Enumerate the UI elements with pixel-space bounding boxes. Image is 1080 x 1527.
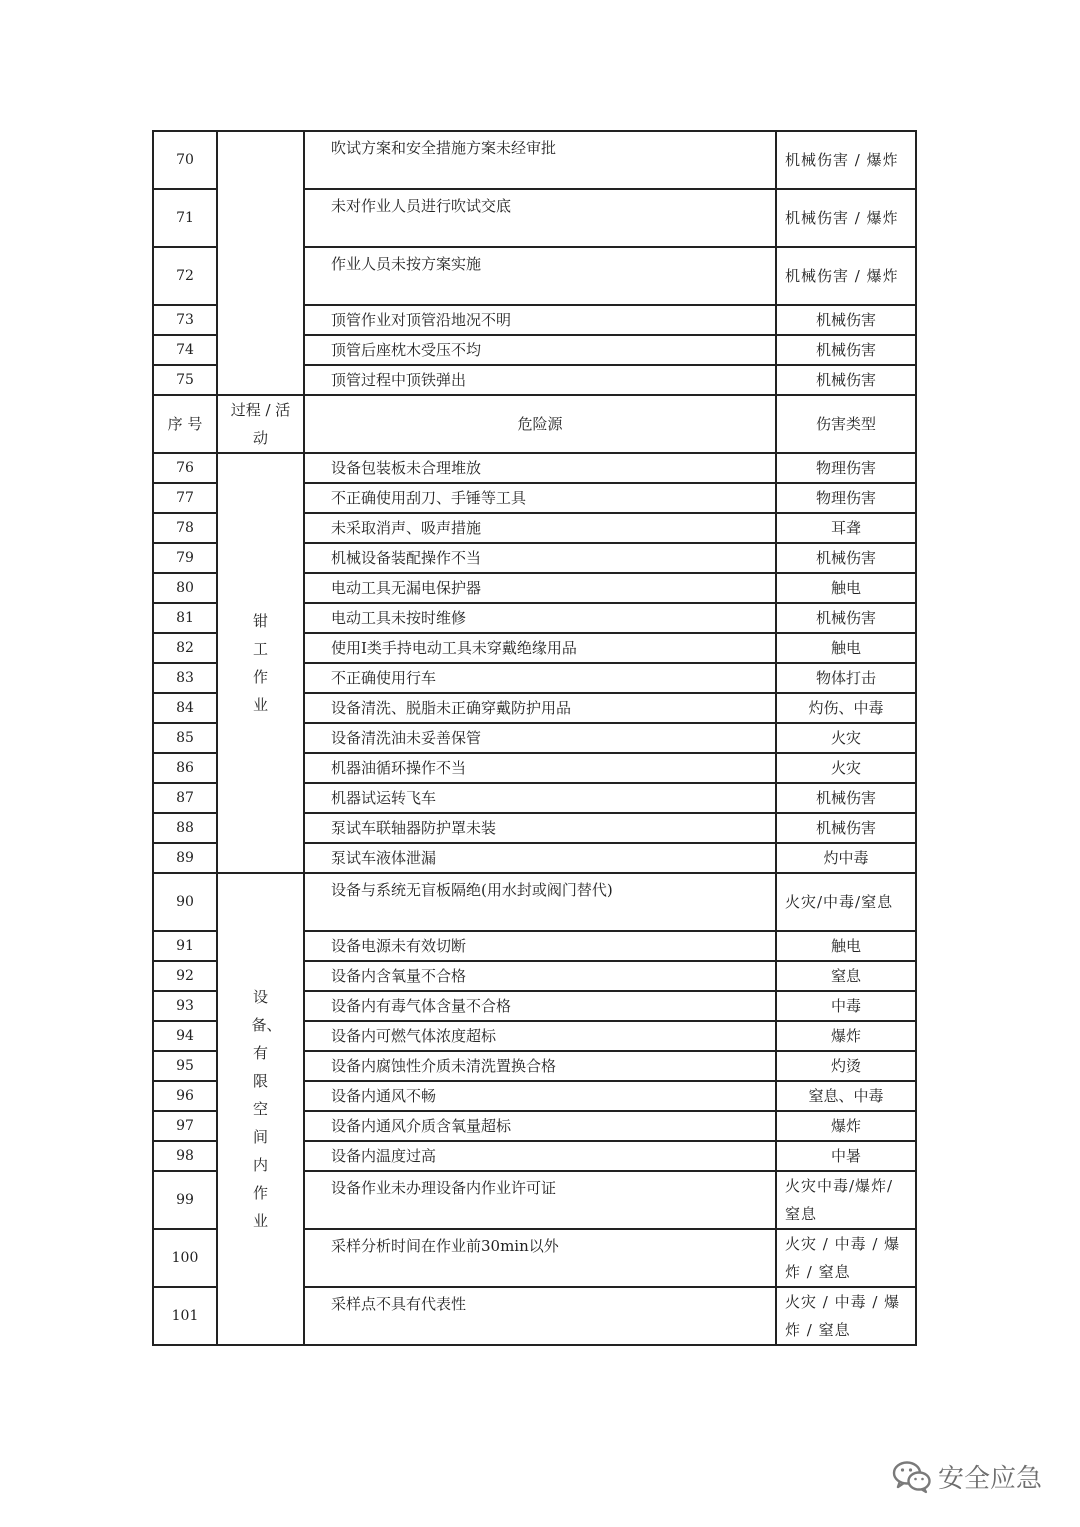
harm-type-cell: 机械伤害 <box>776 603 916 633</box>
hazard-cell: 设备与系统无盲板隔绝(用水封或阀门替代) <box>304 873 776 931</box>
row-number: 75 <box>153 365 217 395</box>
watermark <box>892 1458 1042 1495</box>
harm-type-cell: 火灾 <box>776 723 916 753</box>
harm-type-cell: 机械伤害 <box>776 335 916 365</box>
row-number: 88 <box>153 813 217 843</box>
harm-type-cell: 触电 <box>776 633 916 663</box>
harm-type-cell: 火灾 / 中毒 / 爆炸 / 窒息 <box>776 1287 916 1345</box>
harm-type-cell: 窒息 <box>776 961 916 991</box>
row-number: 84 <box>153 693 217 723</box>
row-number: 78 <box>153 513 217 543</box>
row-number: 73 <box>153 305 217 335</box>
header-activity: 过程 / 活动 <box>217 395 304 453</box>
hazard-cell: 设备内腐蚀性介质未清洗置换合格 <box>304 1051 776 1081</box>
hazard-cell: 设备清洗油未妥善保管 <box>304 723 776 753</box>
activity-cell <box>217 453 304 873</box>
harm-type-cell: 中毒 <box>776 991 916 1021</box>
wechat-icon <box>892 1460 932 1494</box>
harm-type-cell: 爆炸 <box>776 1021 916 1051</box>
harm-type-cell: 机械伤害 / 爆炸 <box>776 189 916 247</box>
header-number: 序 号 <box>153 395 217 453</box>
harm-type-cell: 触电 <box>776 931 916 961</box>
hazard-cell: 电动工具未按时维修 <box>304 603 776 633</box>
row-number: 72 <box>153 247 217 305</box>
hazard-cell: 设备内含氧量不合格 <box>304 961 776 991</box>
hazard-cell: 不正确使用行车 <box>304 663 776 693</box>
harm-type-cell: 机械伤害 / 爆炸 <box>776 247 916 305</box>
table-row <box>153 873 916 931</box>
harm-type-cell: 机械伤害 <box>776 365 916 395</box>
activity-label: 钳工作业 <box>252 612 268 714</box>
row-number: 85 <box>153 723 217 753</box>
harm-type-cell: 机械伤害 <box>776 305 916 335</box>
hazard-cell: 未对作业人员进行吹试交底 <box>304 189 776 247</box>
row-number: 79 <box>153 543 217 573</box>
row-number: 91 <box>153 931 217 961</box>
row-number: 94 <box>153 1021 217 1051</box>
hazard-cell: 顶管过程中顶铁弹出 <box>304 365 776 395</box>
harm-type-cell: 爆炸 <box>776 1111 916 1141</box>
hazard-cell: 顶管后座枕木受压不均 <box>304 335 776 365</box>
harm-type-cell: 物理伤害 <box>776 453 916 483</box>
row-number: 82 <box>153 633 217 663</box>
harm-type-cell: 机械伤害 <box>776 543 916 573</box>
harm-type-cell: 中暑 <box>776 1141 916 1171</box>
row-number: 101 <box>153 1287 217 1345</box>
row-number: 90 <box>153 873 217 931</box>
header-hazard: 危险源 <box>304 395 776 453</box>
hazard-cell: 泵试车液体泄漏 <box>304 843 776 873</box>
row-number: 93 <box>153 991 217 1021</box>
row-number: 87 <box>153 783 217 813</box>
row-number: 95 <box>153 1051 217 1081</box>
table-header-row <box>153 395 916 453</box>
row-number: 96 <box>153 1081 217 1111</box>
hazard-cell: 设备作业未办理设备内作业许可证 <box>304 1171 776 1229</box>
hazard-cell: 机器油循环操作不当 <box>304 753 776 783</box>
harm-type-cell: 机械伤害 <box>776 783 916 813</box>
watermark-text: 安全应急 <box>938 1464 1043 1494</box>
harm-type-cell: 火灾 <box>776 753 916 783</box>
hazard-table <box>152 130 917 1346</box>
harm-type-cell: 灼烫 <box>776 1051 916 1081</box>
hazard-cell: 机器试运转飞车 <box>304 783 776 813</box>
hazard-cell: 使用I类手持电动工具未穿戴绝缘用品 <box>304 633 776 663</box>
hazard-cell: 未采取消声、吸声措施 <box>304 513 776 543</box>
hazard-cell: 设备电源未有效切断 <box>304 931 776 961</box>
harm-type-cell: 机械伤害 / 爆炸 <box>776 131 916 189</box>
row-number: 83 <box>153 663 217 693</box>
hazard-cell: 设备内可燃气体浓度超标 <box>304 1021 776 1051</box>
hazard-cell: 设备内通风介质含氧量超标 <box>304 1111 776 1141</box>
row-number: 97 <box>153 1111 217 1141</box>
hazard-cell: 设备内有毒气体含量不合格 <box>304 991 776 1021</box>
row-number: 70 <box>153 131 217 189</box>
hazard-cell: 采样点不具有代表性 <box>304 1287 776 1345</box>
table-row <box>153 131 916 189</box>
harm-type-cell: 耳聋 <box>776 513 916 543</box>
hazard-cell: 作业人员未按方案实施 <box>304 247 776 305</box>
harm-type-cell: 火灾 / 中毒 / 爆炸 / 窒息 <box>776 1229 916 1287</box>
harm-type-cell: 灼伤、中毒 <box>776 693 916 723</box>
hazard-cell: 设备内通风不畅 <box>304 1081 776 1111</box>
row-number: 77 <box>153 483 217 513</box>
harm-type-cell: 机械伤害 <box>776 813 916 843</box>
hazard-cell: 顶管作业对顶管沿地况不明 <box>304 305 776 335</box>
hazard-cell: 电动工具无漏电保护器 <box>304 573 776 603</box>
row-number: 99 <box>153 1171 217 1229</box>
hazard-cell: 设备清洗、脱脂未正确穿戴防护用品 <box>304 693 776 723</box>
activity-cell <box>217 873 304 1345</box>
row-number: 86 <box>153 753 217 783</box>
row-number: 89 <box>153 843 217 873</box>
row-number: 76 <box>153 453 217 483</box>
harm-type-cell: 触电 <box>776 573 916 603</box>
hazard-cell: 设备内温度过高 <box>304 1141 776 1171</box>
harm-type-cell: 窒息、中毒 <box>776 1081 916 1111</box>
hazard-cell: 泵试车联轴器防护罩未装 <box>304 813 776 843</box>
table-row <box>153 453 916 483</box>
row-number: 74 <box>153 335 217 365</box>
header-harm-type: 伤害类型 <box>776 395 916 453</box>
row-number: 80 <box>153 573 217 603</box>
row-number: 100 <box>153 1229 217 1287</box>
row-number: 92 <box>153 961 217 991</box>
hazard-cell: 机械设备装配操作不当 <box>304 543 776 573</box>
activity-cell-blank <box>217 131 304 395</box>
harm-type-cell: 灼中毒 <box>776 843 916 873</box>
hazard-cell: 吹试方案和安全措施方案未经审批 <box>304 131 776 189</box>
harm-type-cell: 物体打击 <box>776 663 916 693</box>
activity-label: 设备、有限空间内作业 <box>251 988 282 1230</box>
harm-type-cell: 物理伤害 <box>776 483 916 513</box>
hazard-cell: 不正确使用刮刀、手锤等工具 <box>304 483 776 513</box>
hazard-cell: 设备包装板未合理堆放 <box>304 453 776 483</box>
harm-type-cell: 火灾/中毒/窒息 <box>776 873 916 931</box>
hazard-cell: 采样分析时间在作业前30min以外 <box>304 1229 776 1287</box>
harm-type-cell: 火灾中毒/爆炸/窒息 <box>776 1171 916 1229</box>
row-number: 71 <box>153 189 217 247</box>
row-number: 81 <box>153 603 217 633</box>
row-number: 98 <box>153 1141 217 1171</box>
